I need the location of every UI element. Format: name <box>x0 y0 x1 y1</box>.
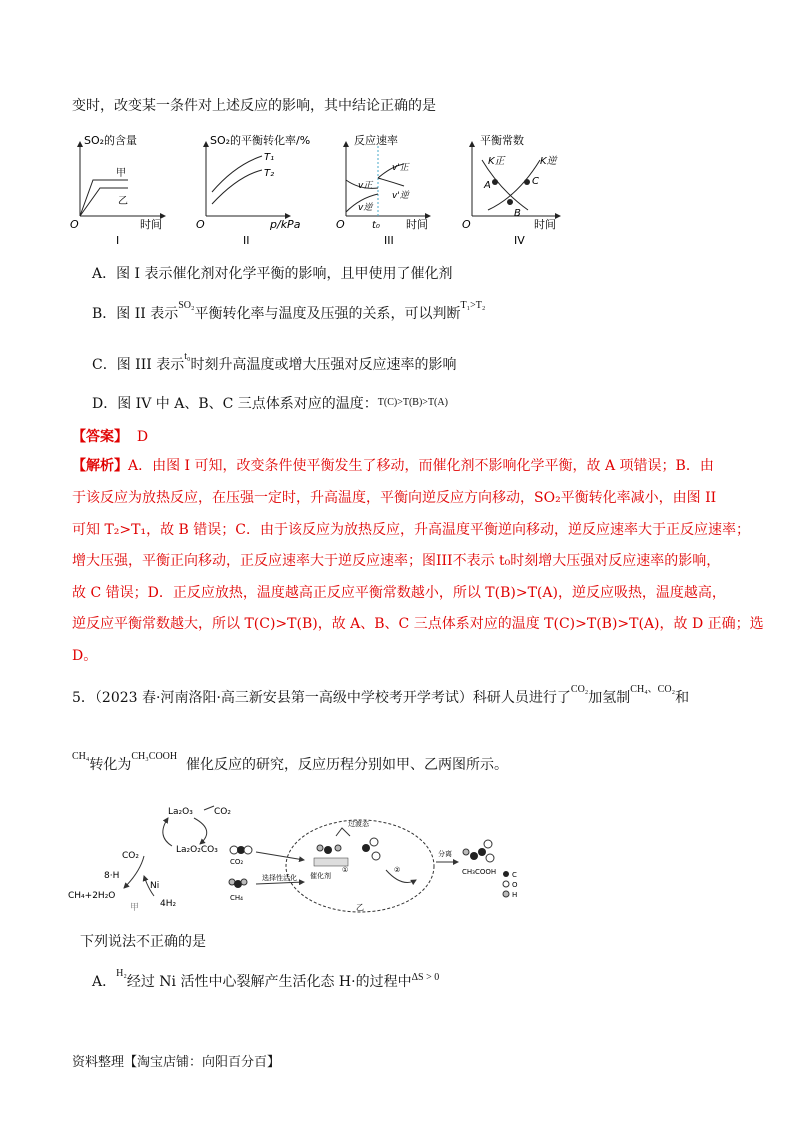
answer-line <box>72 427 148 447</box>
yi-transition: 过渡态 <box>348 820 369 828</box>
graph-3-label-vn2: v'逆 <box>392 191 409 201</box>
yi-activation: 选择性活化 <box>262 874 297 882</box>
graph-2 <box>196 133 310 247</box>
analysis-text-1: A．由图 I 可知，改变条件使平衡发生了移动，而催化剂不影响化学平衡，故 A 项错误；B．由 <box>128 458 714 474</box>
graph-2-caption: II <box>243 234 250 247</box>
q5-t2: 和 <box>675 690 690 706</box>
graph-3-ylabel: 反应速率 <box>354 134 398 147</box>
yi-step2: ② <box>394 866 401 874</box>
graph-4-label-b: B <box>514 208 521 219</box>
yi-legend-o: O <box>512 881 518 889</box>
option-c-post: 时刻升高温度或增大压强对反应速率的影响 <box>190 357 457 373</box>
graph-2-xlabel: p/kPa <box>270 218 301 231</box>
jia-la2o3: La₂O₃ <box>168 807 193 817</box>
q5-t3: 转化为 <box>89 757 132 773</box>
jia-4h2: 4H₂ <box>160 899 177 909</box>
analysis-line-5: 故 C 错误；D．正反应放热，温度越高正反应平衡常数越小，所以 T(B)>T(A)，逆反应吸热，温度越高， <box>72 585 726 601</box>
q5-line-2 <box>72 751 509 777</box>
option-d <box>92 394 448 416</box>
yi-product: CH₃COOH <box>462 868 497 876</box>
q5-t4: 催化反应的研究，反应历程分别如甲、乙两图所示。 <box>186 757 509 773</box>
q5-f1: CO₂ <box>570 684 589 695</box>
option-a2-formula: H₂ <box>116 968 127 979</box>
yi-caption: 乙 <box>356 903 364 912</box>
analysis-line-3: 可知 T₂>T₁，故 B 错误；C．由于该反应为放热反应，升高温度平衡逆向移动，逆反应速率大于正反应速率； <box>72 522 750 538</box>
q5-f2: CH₄、CO₂ <box>630 684 676 695</box>
graph-3-label-vz: v正 <box>358 181 373 191</box>
graph-2-label-t1: T₁ <box>264 152 275 163</box>
analysis-line-7: D。 <box>72 648 98 664</box>
q5-number: 5． <box>72 690 95 706</box>
jia-products: CH₄+2H₂O <box>68 891 116 901</box>
q5-f3: CH₄ <box>72 751 90 762</box>
graph-4-origin: O <box>462 218 471 231</box>
graph-3 <box>336 133 430 247</box>
option-c <box>92 351 457 377</box>
graph-3-origin: O <box>336 218 345 231</box>
graph-4-caption: IV <box>514 234 525 247</box>
graph-1 <box>70 133 165 247</box>
graph-1-label-yi: 乙 <box>118 196 128 207</box>
q5-source: （2023 春·河南洛阳·高三新安县第一高级中学校考开学考试）科研人员进行了 <box>94 690 571 706</box>
yi-legend-c: C <box>512 871 517 879</box>
jia-co2-mid: CO₂ <box>122 851 139 861</box>
option-d-math: T(C)>T(B)>T(A) <box>377 397 448 408</box>
option-b-math: T₁>T₂ <box>460 300 486 311</box>
graph-3-label-t0: t₀ <box>372 220 380 231</box>
graph-4-xlabel: 时间 <box>534 218 556 231</box>
option-b-post: 平衡转化率与温度及压强的关系，可以判断 <box>194 306 461 322</box>
analysis-label: 【解析】 <box>72 458 128 474</box>
option-c-math: t₀ <box>184 351 191 362</box>
jia-caption: 甲 <box>130 903 140 913</box>
analysis-line-2: 于该反应为放热反应，在压强一定时，升高温度，平衡向逆反应方向移动，SO₂平衡转化率减小，由图 II <box>72 490 717 506</box>
graph-3-xlabel: 时间 <box>406 218 428 231</box>
option-a: A．图 I 表示催化剂对化学平衡的影响，且甲使用了催化剂 <box>92 266 453 282</box>
option-d-pre: D．图 IV 中 A、B、C 三点体系对应的温度： <box>92 396 378 412</box>
jia-8h: 8·H <box>104 871 120 881</box>
graph-4 <box>462 133 560 247</box>
yi-step1: ① <box>342 866 349 874</box>
jia-ni: Ni <box>150 881 160 891</box>
option-b-pre: B．图 II 表示 <box>92 306 179 322</box>
graph-1-caption: I <box>116 234 120 247</box>
q5-line-1 <box>72 684 690 710</box>
analysis-line-1 <box>72 456 714 476</box>
graphs-figure <box>0 120 800 250</box>
answer-label: 【答案】 <box>72 429 128 445</box>
intro-text: 变时，改变某一条件对上述反应的影响，其中结论正确的是 <box>72 98 436 114</box>
graph-3-caption: III <box>384 234 394 247</box>
graph-4-label-kz: K正 <box>488 156 505 167</box>
graph-1-ylabel: SO₂的含量 <box>84 134 138 147</box>
graph-1-origin: O <box>70 218 79 231</box>
graph-4-ylabel: 平衡常数 <box>480 134 524 147</box>
graph-1-label-jia: 甲 <box>116 168 126 179</box>
yi-co2: CO₂ <box>230 858 244 866</box>
analysis-line-4: 增大压强，平衡正向移动，正反应速率大于逆反应速率；图III不表示 t₀时刻增大压强对反应速率的影响， <box>72 553 721 569</box>
yi-ch4: CH₄ <box>230 894 243 902</box>
scheme-yi <box>216 796 516 914</box>
yi-legend-h: H <box>512 891 518 899</box>
graph-1-xlabel: 时间 <box>140 218 162 231</box>
graph-2-origin: O <box>196 218 205 231</box>
yi-catalyst: 催化剂 <box>310 872 331 880</box>
analysis-line-6: 逆反应平衡常数越大，所以 T(C)>T(B)，故 A、B、C 三点体系对应的温度 T(C)>T(B)>T(A)，故 D 正确；选 <box>72 616 764 632</box>
footer-text: 资料整理【淘宝店铺：向阳百分百】 <box>72 1055 281 1070</box>
q5-f4: CH₃COOH <box>131 751 178 762</box>
question-stem: 下列说法不正确的是 <box>80 934 206 950</box>
jia-co2-top: CO₂ <box>214 807 231 817</box>
answer-value: D <box>136 429 149 445</box>
option-c-pre: C．图 III 表示 <box>92 357 185 373</box>
graph-3-label-vz2: v'正 <box>392 163 409 173</box>
yi-separate: 分离 <box>438 850 452 858</box>
q5-t1: 加氢制 <box>588 690 631 706</box>
graph-4-label-a: A <box>484 180 491 191</box>
option-a2 <box>92 968 440 994</box>
option-a2-pre: A． <box>92 974 117 990</box>
graph-2-ylabel: SO₂的平衡转化率/% <box>210 134 311 147</box>
option-a2-math: ΔS > 0 <box>411 972 440 983</box>
option-b <box>92 300 486 326</box>
graph-3-label-vn: v逆 <box>358 203 373 213</box>
graph-4-label-c: C <box>532 176 539 187</box>
graph-2-label-t2: T₂ <box>264 168 275 179</box>
option-a2-text: 经过 Ni 活性中心裂解产生活化态 H·的过程中 <box>126 974 412 990</box>
jia-la2o2co3: La₂O₂CO₃ <box>176 845 218 855</box>
graph-4-label-kn: K逆 <box>540 156 557 167</box>
option-b-formula: SO₂ <box>178 300 195 311</box>
